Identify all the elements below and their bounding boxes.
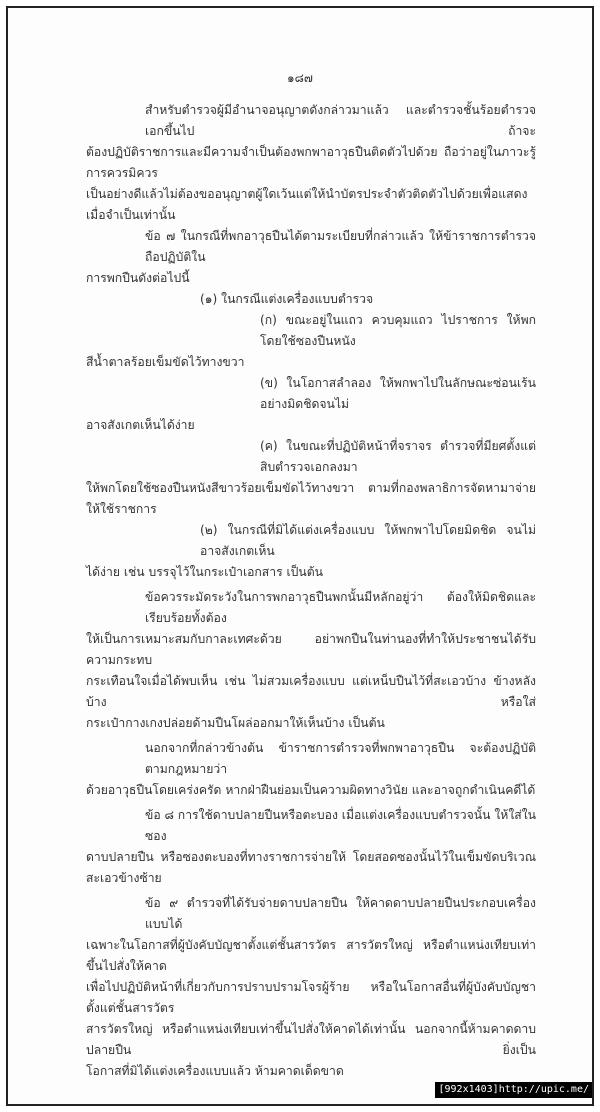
text-line: นอกจากที่กล่าวข้างต้น ข้าราชการตำรวจที่พกพาอาวุธปืน จะต้องปฏิบัติตามกฎหมายว่า (145, 741, 536, 776)
text-line: ต้องปฏิบัติราชการและมีความจำเป็นต้องพกพาอาวุธปืนติดตัวไปด้วย ถือว่าอยู่ในภาวะรู้การควรมิควร (86, 145, 536, 180)
text-line: สำหรับตำรวจผู้มีอำนาจอนุญาตดังกล่าวมาแล้ว และตำรวจชั้นร้อยตำรวจเอกขึ้นไป ถ้าจะ (145, 103, 536, 138)
text-line: ด้วยอาวุธปืนโดยเคร่งครัด หากฝ่าฝืนย่อมเป็นความผิดทางวินัย และอาจถูกดำเนินคดีได้ (86, 783, 536, 797)
clause-8-heading: ข้อ ๘ การใช้ดาบปลายปืนหรือตะบอง เมื่อแต่งเครื่องแบบตำรวจนั้น ให้ใส่ในซอง (145, 808, 536, 843)
text-line: เฉพาะในโอกาสที่ผู้บังคับบัญชาตั้งแต่ชั้นสารวัตร สารวัตรใหญ่ หรือตำแหน่งเทียบเท่าขึ้นไปสั่งให้คาด (86, 938, 536, 973)
document-page (6, 6, 594, 1106)
text-line: (ข) ในโอกาสลำลอง ให้พกพาไปในลักษณะซ่อนเร้นอย่างมิดชิดจนไม่ (260, 376, 536, 411)
text-line: ให้พกโดยใช้ซองปืนหนังสีขาวร้อยเข็มขัดไว้ทางขวา ตามที่กองพลาธิการจัดหามาจ่ายให้ใช้ราชการ (86, 481, 536, 516)
text-line: สีน้ำตาลร้อยเข็มขัดไว้ทางขวา (86, 355, 245, 369)
watermark-label: [992x1403]http://upic.me/ (435, 1082, 592, 1098)
page-number: ๑๘๗ (287, 71, 313, 85)
text-line: โอกาสที่มิได้แต่งเครื่องแบบแล้ว ห้ามคาดเด็ดขาด (86, 1064, 344, 1078)
text-line: ข้อควรระมัดระวังในการพกอาวุธปืนพกนั้นมีหลักอยู่ว่า ต้องให้มิดชิดและเรียบร้อยทั้งต้อง (145, 590, 536, 625)
clause-7-heading: ข้อ ๗ ในกรณีที่พกอาวุธปืนได้ตามระเบียบที่กล่าวแล้ว ให้ข้าราชการตำรวจถือปฏิบัติใน (145, 229, 536, 264)
text-line: กระเป๋ากางเกงปล่อยด้ามปืนโผล่ออกมาให้เห็นบ้าง เป็นต้น (86, 716, 385, 730)
text-line: (ค) ในขณะที่ปฏิบัติหน้าที่จราจร ตำรวจที่มียศตั้งแต่สิบตำรวจเอกลงมา (260, 439, 536, 474)
text-line: (๑) ในกรณีแต่งเครื่องแบบตำรวจ (200, 292, 374, 306)
text-line: การพกปืนดังต่อไปนี้ (86, 271, 190, 285)
text-line: (ก) ขณะอยู่ในแถว ควบคุมแถว ไปราชการ ให้พกโดยใช้ซองปืนหนัง (260, 313, 536, 348)
text-line: (๒) ในกรณีที่มิได้แต่งเครื่องแบบ ให้พกพาไปโดยมิดชิด จนไม่อาจสังเกตเห็น (200, 523, 536, 558)
text-line: เป็นอย่างดีแล้วไม่ต้องขออนุญาตผู้ใดเว้นแต่ให้นำบัตรประจำตัวติดตัวไปด้วยเพื่อแสดงเมื่อจำเป็นเท่านั้น (86, 187, 528, 222)
text-line: ได้ง่าย เช่น บรรจุไว้ในกระเป๋าเอกสาร เป็นต้น (86, 565, 323, 579)
text-line: ให้เป็นการเหมาะสมกับกาละเทศะด้วย อย่าพกปืนในท่านองที่ทำให้ประชาชนได้รับความกระทบ (86, 632, 536, 667)
text-line: ดาบปลายปืน หรือซองตะบองที่ทางราชการจ่ายให้ โดยสอดซองนั้นไว้ในเข็มขัดบริเวณสะเอวข้างซ้าย (86, 850, 536, 885)
text-line: เพื่อไปปฏิบัติหน้าที่เกี่ยวกับการปราบปรามโจรผู้ร้าย หรือในโอกาสอื่นที่ผู้บังคับบัญชาตั้งแต่ชั้นสารวัตร (86, 980, 536, 1015)
clause-9-heading: ข้อ ๙ ตำรวจที่ได้รับจ่ายดาบปลายปืน ให้คาดดาบปลายปืนประกอบเครื่องแบบได้ (145, 896, 536, 931)
text-line: กระเทือนใจเมื่อได้พบเห็น เช่น ไม่สวมเครื่องแบบ แต่เหน็บปืนไว้ที่สะเอวบ้าง ข้างหลังบ้าง หรือใส่ (86, 674, 536, 709)
text-line: อาจสังเกตเห็นได้ง่าย (86, 418, 195, 432)
text-line: สารวัตรใหญ่ หรือตำแหน่งเทียบเท่าขึ้นไปสั่งให้คาดได้เท่านั้น นอกจากนี้ห้ามคาดดาบปลายปืน ยิ่งเป็น (86, 1022, 536, 1057)
